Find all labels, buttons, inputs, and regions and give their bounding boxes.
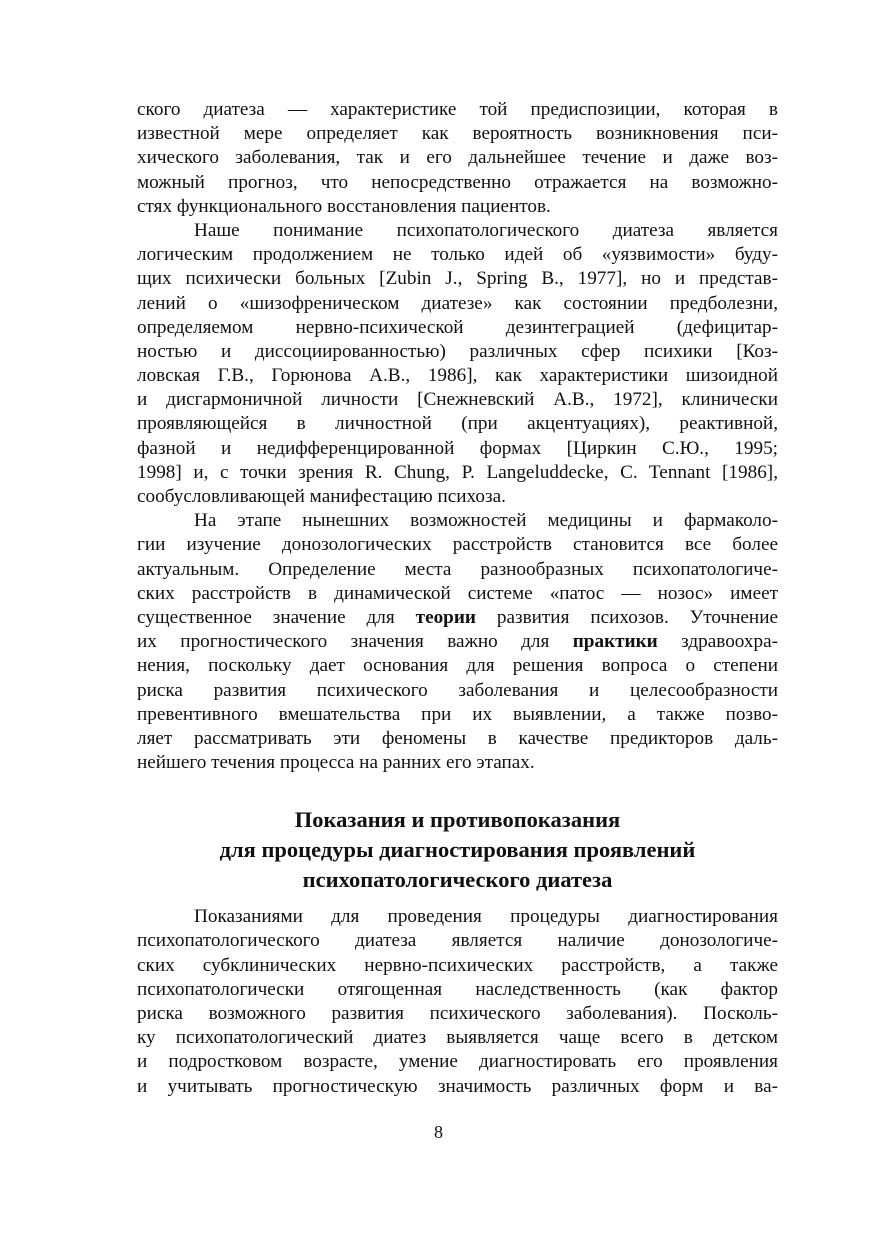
paragraph-line: ку психопатологический диатез выявляется чаще всего в детском: [137, 1027, 778, 1049]
paragraph-line: гии изучение донозологических расстройств становится все более: [137, 534, 778, 556]
paragraph-line: и учитывать прогностическую значимость различных форм и ва-: [137, 1075, 778, 1097]
paragraph-line: психопатологического диатеза является наличие донозологиче-: [137, 930, 778, 952]
paragraph-line: ловская Г.В., Горюнова А.В., 1986], как характеристики шизоидной: [137, 365, 778, 387]
paragraph-line: фазной и недифференцированной формах [Циркин С.Ю., 1995;: [137, 437, 778, 459]
paragraph-line-practice: [137, 630, 778, 654]
paragraph-line: щих психически больных [Zubin J., Spring B., 1977], но и представ-: [137, 268, 778, 290]
paragraph-line: ностью и диссоциированностью) различных сфер психики [Коз-: [137, 340, 778, 362]
paragraph-line: сообусловливающей манифестацию психоза.: [137, 486, 506, 507]
paragraph-3: [137, 509, 778, 775]
bold-term-practice: практики: [572, 631, 658, 653]
paragraph-line: лений о «шизофреническом диатезе» как состоянии предболезни,: [137, 292, 778, 314]
paragraph-line: психопатологически отягощенная наследственность (как фактор: [137, 978, 778, 1000]
paragraph-line: Наше понимание психопатологического диатеза является: [194, 219, 778, 241]
paragraph-4: [137, 905, 778, 1099]
page-body: [137, 98, 778, 1099]
paragraph-line: определяемом нервно-психической дезинтеграцией (дефицитар-: [137, 316, 778, 338]
paragraph-line: Показаниями для проведения процедуры диагностирования: [194, 906, 778, 928]
section-heading-line: Показания и противопоказания: [294, 807, 621, 833]
page-number: 8: [434, 1122, 443, 1142]
section-heading-line: психопатологического диатеза: [302, 867, 613, 893]
paragraph-line: ских расстройств в динамической системе «патос — нозос» имеет: [137, 582, 778, 604]
paragraph-line-theory: [137, 606, 778, 630]
paragraph-line: нения, поскольку дает основания для решения вопроса о степени: [137, 655, 778, 677]
paragraph-1: [137, 98, 778, 219]
paragraph-line: стях функционального восстановления пациентов.: [137, 195, 551, 217]
bold-term-theory: теории: [415, 606, 476, 628]
paragraph-line: На этапе нынешних возможностей медицины и фармаколо-: [194, 510, 778, 532]
paragraph-line: 1998] и, с точки зрения R. Chung, P. Langeluddecke, C. Tennant [1986],: [137, 461, 778, 483]
section-heading-line: для процедуры диагностирования проявлений: [219, 837, 696, 863]
paragraph-line: хического заболевания, так и его дальнейшее течение и даже воз-: [137, 147, 778, 169]
paragraph-line: риска развития психического заболевания и целесообразности: [137, 679, 778, 701]
paragraph-line: превентивного вмешательства при их выявлении, а также позво-: [137, 703, 778, 725]
paragraph-line: можный прогноз, что непосредственно отражается на возможно-: [137, 171, 778, 193]
paragraph-line: известной мере определяет как вероятность возникновения пси-: [137, 123, 778, 145]
paragraph-line: логическим продолжением не только идей об «уязвимости» буду-: [137, 244, 778, 266]
paragraph-line: и подростковом возрасте, умение диагностировать его проявления: [137, 1051, 778, 1073]
paragraph-line: актуальным. Определение места разнообразных психопатологиче-: [137, 558, 778, 580]
paragraph-line: ских субклинических нервно-психических расстройств, а также: [137, 954, 778, 976]
paragraph-line: проявляющейся в личностной (при акцентуациях), реактивной,: [137, 413, 778, 435]
text-segment: существенное значение для: [137, 606, 416, 628]
section-heading: [137, 805, 778, 895]
text-segment: развития психозов. Уточнение: [475, 606, 778, 628]
paragraph-line: ского диатеза — характеристике той предиспозиции, которая в: [137, 99, 778, 120]
paragraph-line: ляет рассматривать эти феномены в качестве предикторов даль-: [137, 727, 778, 749]
paragraph-line: риска возможного развития психического заболевания). Посколь-: [137, 1003, 778, 1024]
text-segment: здравоохра-: [657, 631, 778, 653]
paragraph-2: [137, 219, 778, 509]
text-segment: их прогностического значения важно для: [137, 631, 573, 653]
paragraph-line: нейшего течения процесса на ранних его этапах.: [137, 752, 535, 774]
paragraph-line: и дисгармоничной личности [Снежневский А.В., 1972], клинически: [137, 389, 778, 411]
